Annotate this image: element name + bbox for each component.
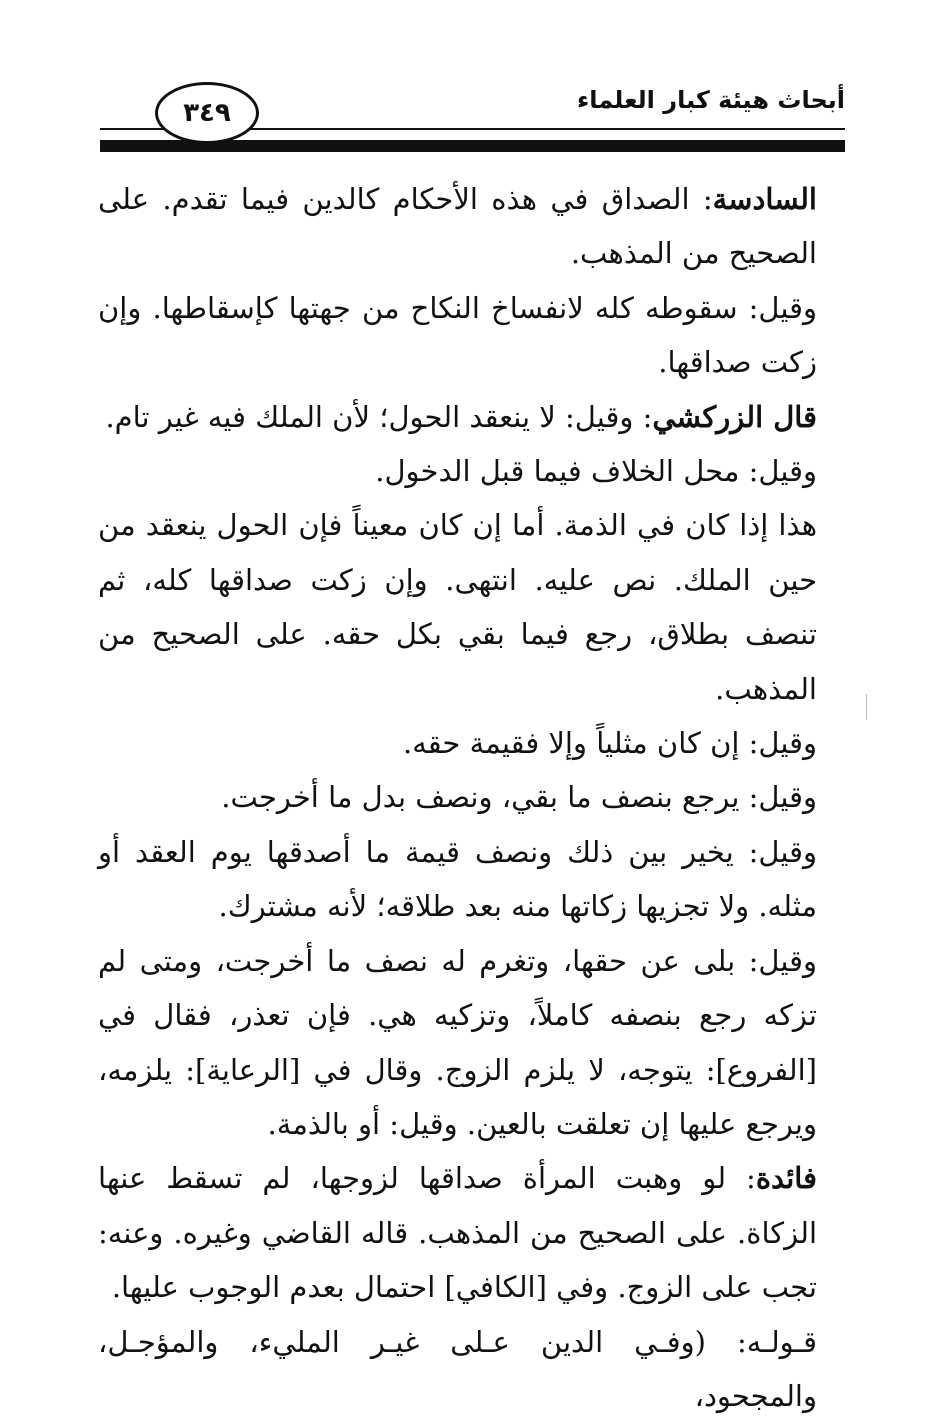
paragraph (98, 172, 845, 281)
paragraph-text: هذا إذا كان في الذمة. أما إن كان معيناً فإن الحول ينعقد من حين الملك. نص عليه. انتهى. وإن زكت صداقها كله، ثم تنصف بطلاق، رجع فيما بقي بكل حقه. على الصحيح من المذهب. (98, 508, 817, 706)
paragraph-lead: السادسة (712, 182, 817, 216)
paragraph (98, 934, 845, 1152)
paragraph (98, 281, 845, 390)
paragraph (98, 825, 845, 934)
paragraph-text: وقيل: يرجع بنصف ما بقي، ونصف بدل ما أخرجت. (221, 780, 817, 815)
paragraph (98, 1151, 845, 1314)
paragraph (98, 1315, 845, 1423)
paragraph (98, 498, 845, 716)
paragraph-text: : وقيل: لا ينعقد الحول؛ لأن الملك فيه غير تام. (105, 399, 653, 434)
paragraph-text: وقيل: سقوطه كله لانفساخ النكاح من جهتها كإسقاطها. وإن زكت صداقها. (98, 290, 817, 380)
paragraph-text: وقيل: يخير بين ذلك ونصف قيمة ما أصدقها يوم العقد أو مثله. ولا تجزيها زكاتها منه بعد طلاقه؛ لأنه مشترك. (98, 834, 817, 924)
paragraph (98, 716, 845, 770)
paragraph-text: : لو وهبت المرأة صداقها لزوجها، لم تسقط عنها الزكاة. على الصحيح من المذهب. قاله القاضي وغيره. وعنه: تجب على الزوج. وفي [الكافي] احتمال بعدم الوجوب عليها. (98, 1161, 817, 1305)
page-number: ٣٤٩ (155, 82, 259, 144)
paragraph (98, 390, 845, 444)
paragraph (98, 444, 845, 498)
paragraph-lead: قال الزركشي (652, 399, 817, 434)
paragraph-lead: فائدة (755, 1161, 817, 1196)
paragraph (98, 770, 845, 824)
paragraph-text: وقيل: محل الخلاف فيما قبل الدخول. (375, 454, 817, 489)
paragraph-text: وقيل: بلى عن حقها، وتغرم له نصف ما أخرجت، ومتى لم تزكه رجع بنصفه كاملاً، وتزكيه هي. فإن تعذر، فقال في [الفروع]: يتوجه، لا يلزم الزوج. وقال في [الرعاية]: يلزمه، ويرجع عليها إن تعلقت بالعين. وقيل: أو بالذمة. (98, 943, 817, 1141)
paragraph-text: وقيل: إن كان مثلياً وإلا فقيمة حقه. (403, 726, 817, 761)
margin-mark (866, 694, 867, 720)
paragraph-text: : الصداق في هذه الأحكام كالدين فيما تقدم. على الصحيح من المذهب. (98, 182, 817, 271)
running-title: أبحاث هيئة كبار العلماء (576, 86, 845, 114)
paragraph-text: قـولـه: (وفـي الدين عـلى غيـر المليء، والمؤجـل، والمجحود، (98, 1324, 817, 1413)
page-body (98, 172, 845, 1423)
page-header (0, 0, 943, 160)
